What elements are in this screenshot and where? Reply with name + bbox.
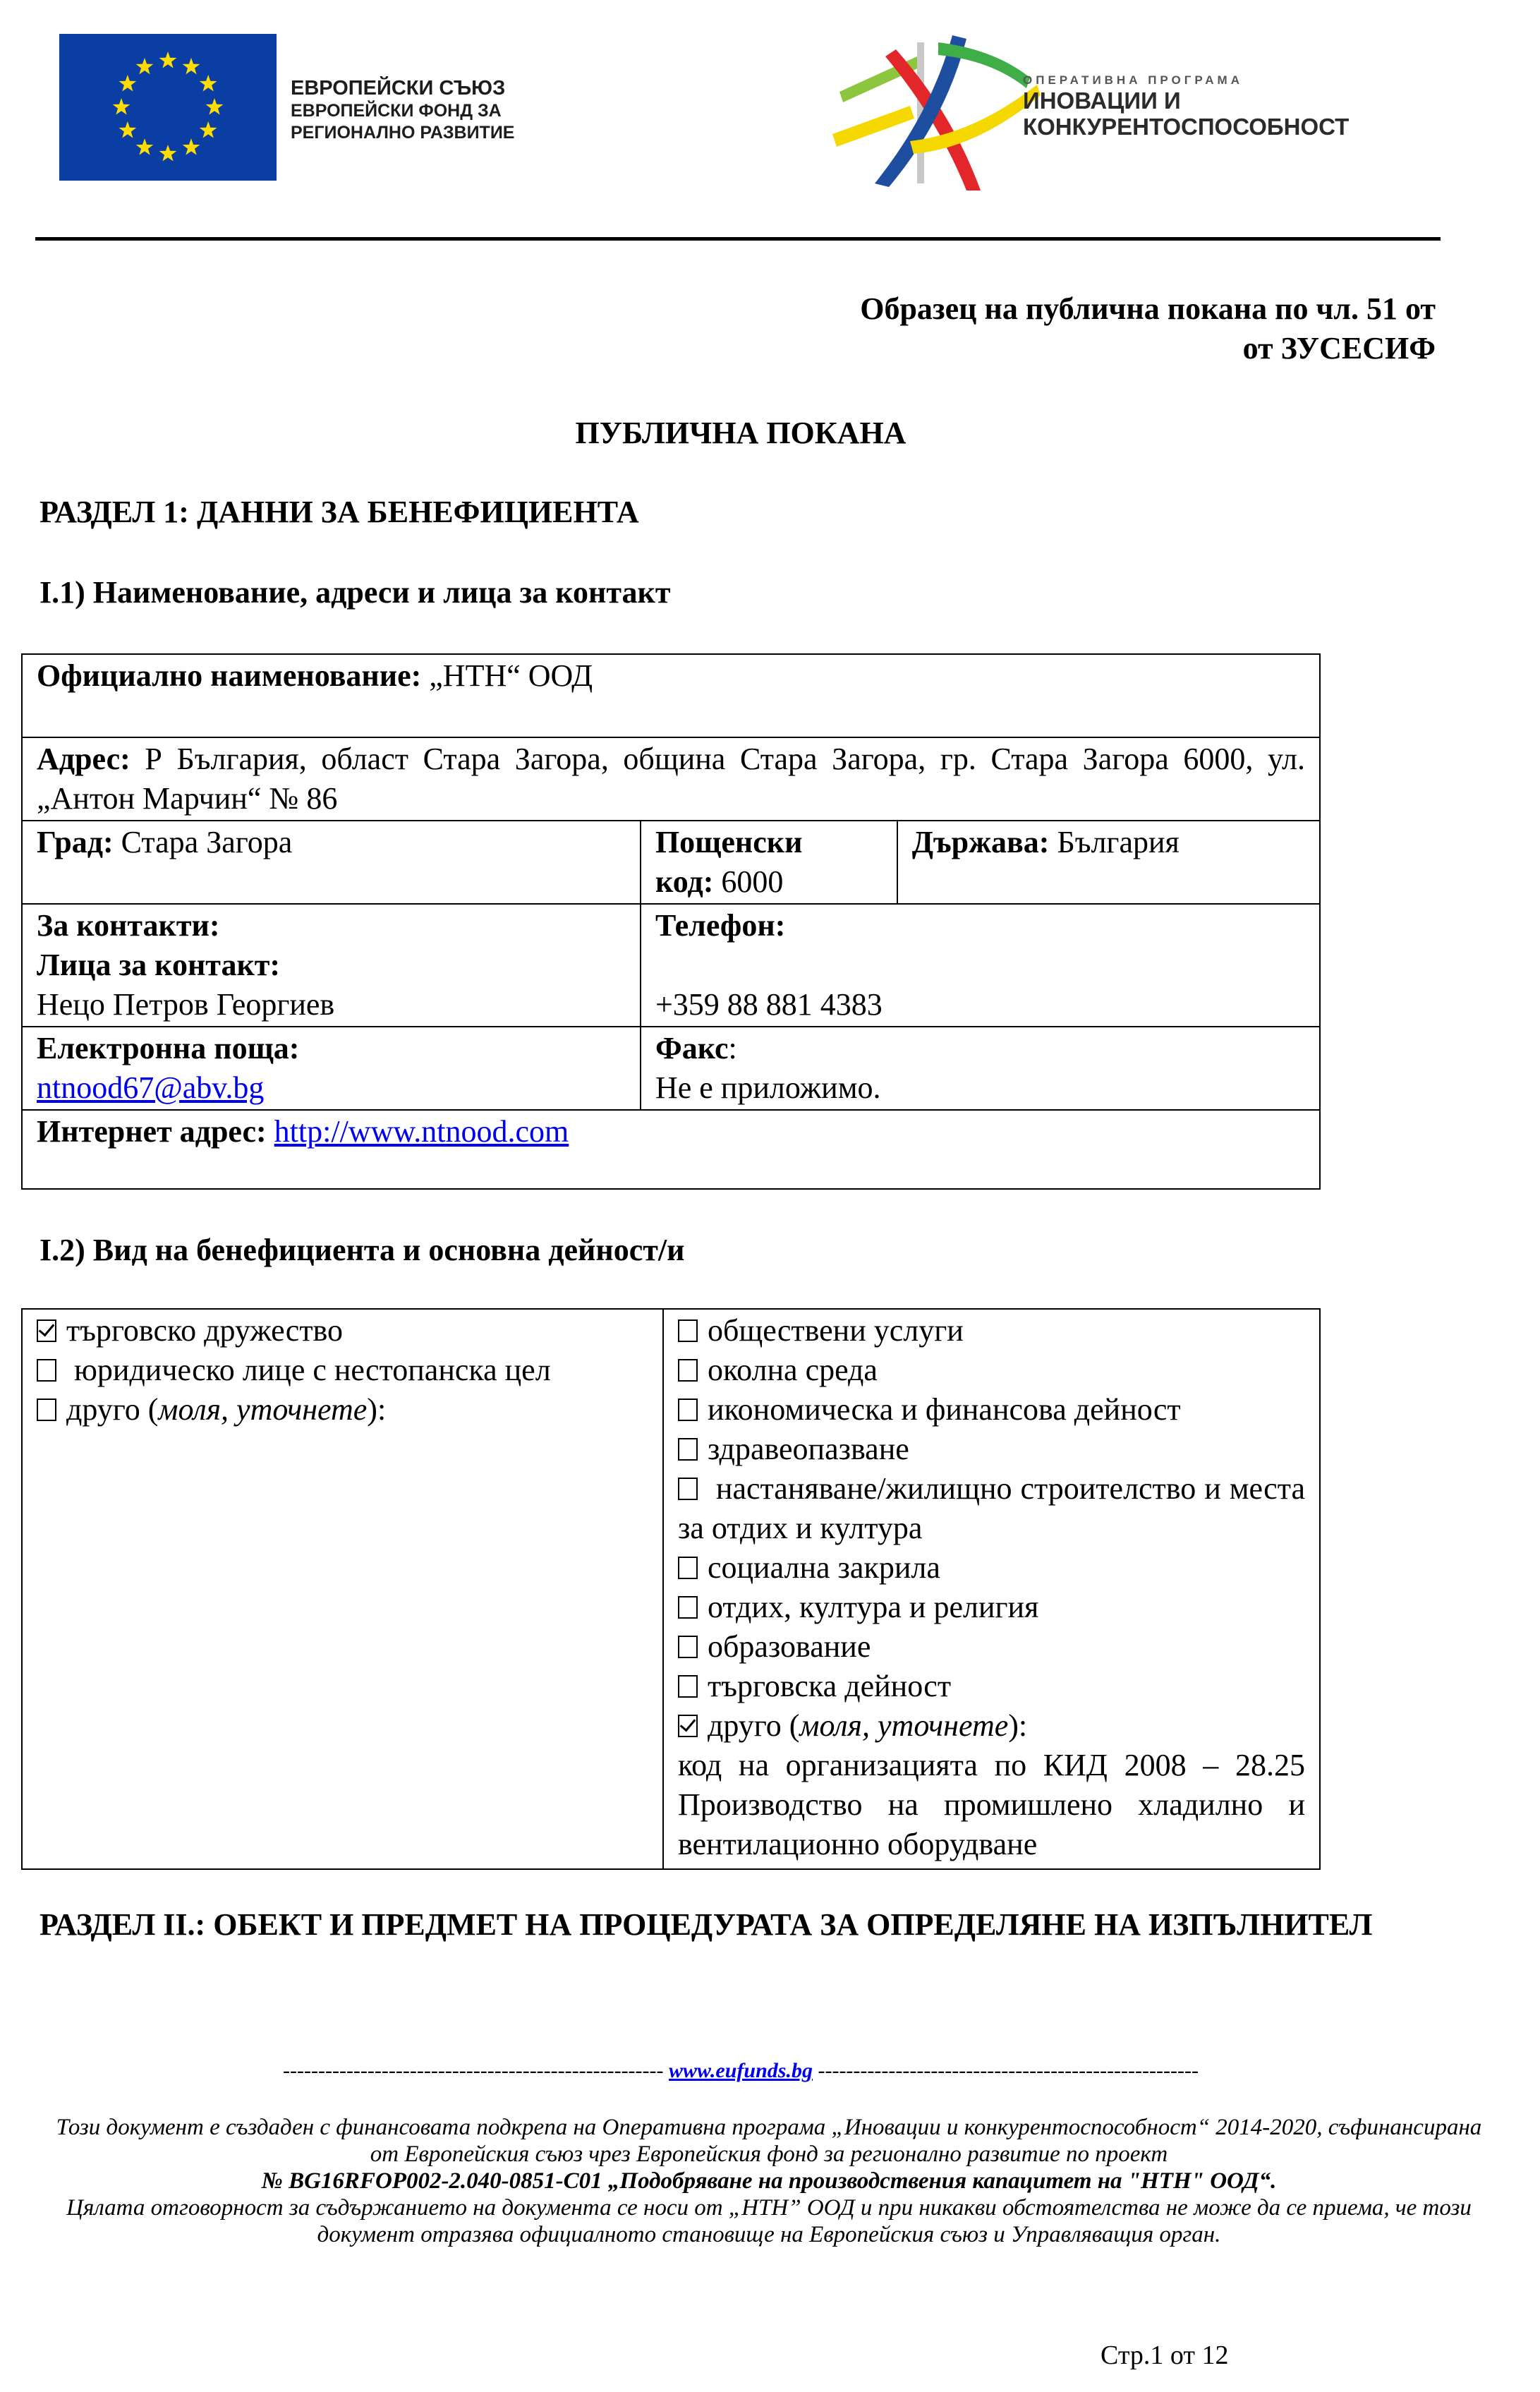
checkbox-icon[interactable] <box>678 1675 698 1698</box>
op-innovation-logo-icon <box>832 28 1044 191</box>
footer-disclaimer <box>42 2114 1496 2248</box>
fax-value: Не е приложимо. <box>655 1070 881 1105</box>
eu-flag-icon <box>59 34 277 181</box>
section1-heading: РАЗДЕЛ 1: ДАННИ ЗА БЕНЕФИЦИЕНТА <box>40 495 639 529</box>
footer-project: № BG16RFOP002-2.040-0851-C01 „Подобряване на производствения капацитет на "НТН" ООД“. <box>261 2168 1277 2194</box>
fax-label: Факс <box>655 1031 729 1065</box>
web-cell <box>22 1110 1320 1189</box>
checkbox-icon[interactable] <box>37 1359 56 1382</box>
activity-item[interactable]: социална закрила <box>678 1548 1305 1588</box>
email-label: Електронна поща: <box>37 1031 300 1065</box>
contacts-label: За контакти: <box>37 908 220 943</box>
phone-label: Телефон: <box>655 908 786 943</box>
type-item[interactable]: търговско дружество <box>37 1311 648 1351</box>
checkbox-icon[interactable] <box>678 1596 698 1619</box>
footer-dashes-right: ------------------------------------------------------ <box>818 2059 1199 2082</box>
section2-heading: РАЗДЕЛ II.: ОБЕКТ И ПРЕДМЕТ НА ПРОЦЕДУРАТА ЗА ОПРЕДЕЛЯНЕ НА ИЗПЪЛНИТЕЛ <box>40 1907 1373 1942</box>
sample-note <box>860 289 1436 368</box>
page-number: Стр.1 от 12 <box>1101 2340 1229 2370</box>
op-logo-small: ОПЕРАТИВНА ПРОГРАМА <box>1023 73 1243 87</box>
country-cell <box>897 821 1320 904</box>
activity-item[interactable]: здравеопазване <box>678 1430 1305 1469</box>
address-value: Р България, област Стара Загора, община Стара Загора, гр. Стара Загора 6000, ул. „Антон Марчин“ № 86 <box>37 742 1305 816</box>
eu-stars <box>59 34 277 181</box>
city-value: Стара Загора <box>113 825 293 859</box>
postal-label2: код: <box>655 864 714 899</box>
contacts-cell <box>22 904 641 1027</box>
city-cell <box>22 821 641 904</box>
postal-cell <box>641 821 897 904</box>
header-divider <box>35 237 1441 241</box>
contact-table <box>21 653 1321 1190</box>
activity-item[interactable]: образование <box>678 1627 1305 1667</box>
phone-cell <box>641 904 1320 1027</box>
checkbox-icon[interactable] <box>678 1438 698 1461</box>
contact-person-value: Нецо Петров Георгиев <box>37 987 335 1022</box>
section1-sub2: I.2) Вид на бенефициента и основна дейност/и <box>40 1233 685 1267</box>
checkbox-icon[interactable] <box>678 1557 698 1579</box>
activity-item[interactable]: друго (моля, уточнете): <box>678 1706 1305 1746</box>
official-name-value: „НТН“ ООД <box>421 658 593 693</box>
op-logo-line2: КОНКУРЕНТОСПОСОБНОСТ <box>1023 114 1350 140</box>
postal-value: 6000 <box>713 864 784 899</box>
page-title: ПУБЛИЧНА ПОКАНА <box>575 416 907 450</box>
official-name-label: Официално наименование: <box>37 658 422 693</box>
eu-logo-line3: РЕГИОНАЛНО РАЗВИТИЕ <box>291 123 515 143</box>
city-label: Град: <box>37 825 114 859</box>
type-item[interactable]: друго (моля, уточнете): <box>37 1390 648 1430</box>
web-label: Интернет адрес: <box>37 1114 267 1149</box>
checkbox-icon[interactable] <box>678 1359 698 1382</box>
address-cell <box>22 737 1320 821</box>
activity-item[interactable]: икономическа и финансова дейност <box>678 1390 1305 1430</box>
fax-colon: : <box>728 1031 737 1065</box>
official-name-cell <box>22 654 1320 737</box>
fax-cell <box>641 1027 1320 1110</box>
other-activity-detail: код на организацията по КИД 2008 – 28.25 Производство на промишлено хладилно и вентилационно оборудване <box>677 1748 1305 1861</box>
activity-item[interactable]: околна среда <box>678 1351 1305 1390</box>
email-cell <box>22 1027 641 1110</box>
activity-item[interactable]: търговска дейност <box>678 1667 1305 1706</box>
beneficiary-type-table <box>21 1308 1321 1870</box>
activity-item[interactable]: настаняване/жилищно строителство и места за отдих и култура <box>677 1471 1305 1545</box>
types-cell <box>22 1309 663 1869</box>
checkbox-icon[interactable] <box>678 1399 698 1421</box>
section1-sub1: I.1) Наименование, адреси и лица за контакт <box>40 575 671 610</box>
web-link[interactable]: http://www.ntnood.com <box>274 1114 569 1149</box>
checkbox-checked-icon[interactable] <box>37 1319 56 1342</box>
eu-logo-line2: ЕВРОПЕЙСКИ ФОНД ЗА <box>291 101 502 121</box>
activities-cell <box>663 1309 1320 1869</box>
activity-item[interactable]: обществени услуги <box>678 1311 1305 1351</box>
checkbox-icon[interactable] <box>37 1399 56 1421</box>
footer-line3: Цялата отговорност за съдържанието на документа се носи от „НТН” ООД и при никакви обстоятелства не може да се приема, че този документ отразява официалното становище на Европейския съюз и Управляващия орган. <box>66 2195 1472 2247</box>
activity-item[interactable]: отдих, култура и религия <box>678 1588 1305 1627</box>
contact-persons-label: Лица за контакт: <box>37 948 281 982</box>
sample-note-line2: от ЗУСЕСИФ <box>1242 331 1436 366</box>
sample-note-line1: Образец на публична покана по чл. 51 от <box>860 291 1436 326</box>
op-logo-text <box>1023 73 1349 140</box>
op-logo-line1: ИНОВАЦИИ И <box>1023 87 1181 114</box>
eu-logo-line1: ЕВРОПЕЙСКИ СЪЮЗ <box>291 77 506 99</box>
postal-label1: Пощенски <box>655 825 803 859</box>
phone-value: +359 88 881 4383 <box>655 987 883 1022</box>
country-value: България <box>1049 825 1180 859</box>
eu-logo-text <box>291 76 514 144</box>
checkbox-icon[interactable] <box>678 1478 698 1500</box>
footer-line1: Този документ е създаден с финансовата подкрепа на Оперативна програма „Иновации и конкурентоспособност“ 2014-2020, съфинансирана от Европейския съюз чрез Европейския фонд за регионално развитие по проект <box>56 2115 1482 2167</box>
checkbox-icon[interactable] <box>678 1319 698 1342</box>
footer-link-line <box>169 2059 1312 2083</box>
checkbox-icon[interactable] <box>678 1636 698 1658</box>
checkbox-checked-icon[interactable] <box>678 1715 698 1737</box>
type-item[interactable]: юридическо лице с нестопанска цел <box>37 1351 648 1390</box>
address-label: Адрес: <box>37 742 131 776</box>
footer-dashes-left: ------------------------------------------------------ <box>283 2059 664 2082</box>
eufunds-link[interactable]: www.eufunds.bg <box>669 2059 813 2082</box>
country-label: Държава: <box>911 825 1050 859</box>
email-link[interactable]: ntnood67@abv.bg <box>37 1070 265 1105</box>
